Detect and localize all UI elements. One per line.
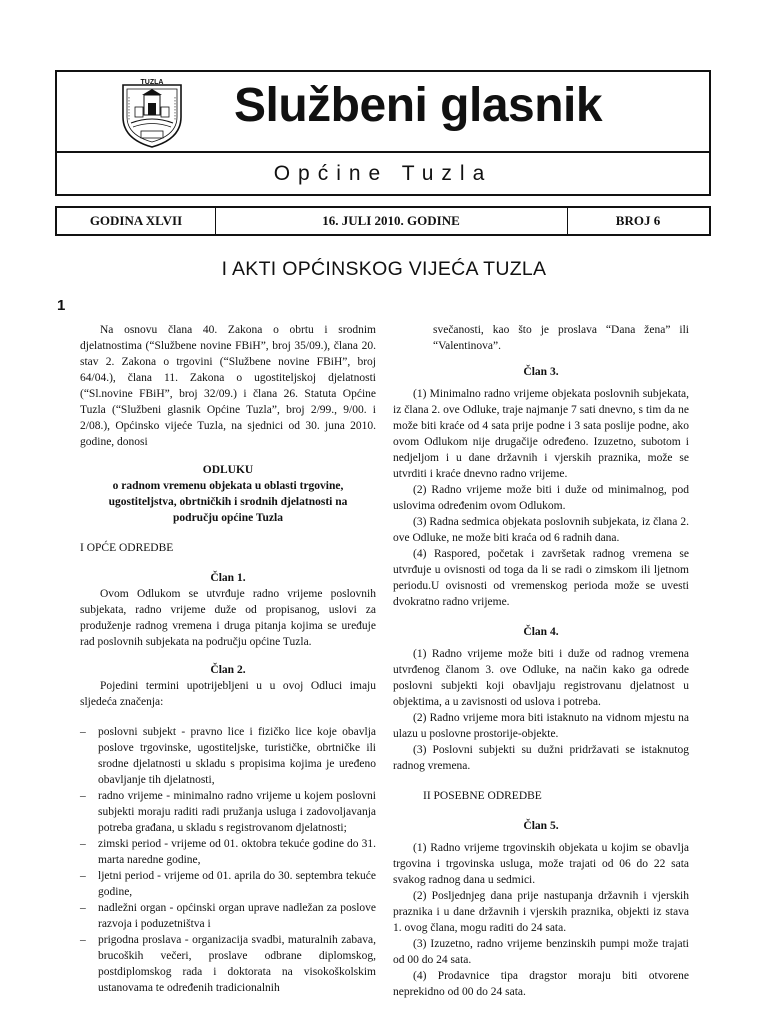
article-3-para: (3) Radna sedmica objekata poslovnih subjekata, iz člana 2. ove Odluke, ne može biti kraća od 6 radnih dana.	[393, 516, 689, 544]
tuzla-crest-icon	[117, 77, 187, 149]
article-3-para: (1) Minimalno radno vrijeme objekata poslovnih subjekata, iz člana 2. ove Odluke, traje najmanje 7 sati dnevno, s tim da ne može biti kraće od 4 sata prije podne i 3 sata poslije podne, ako ovom Odlukom nije drugačije određeno. Izuzetno, subotom i nedjeljom i u dane državnih i vjerskih praznika, može se utvrditi i kraće dnevno radno vrijeme.	[393, 388, 689, 480]
list-item: – prigodna proslava - organizacija svadbi, maturalnih zabava, brucoških večeri, proslave odbrane diplomskog, postdiplomskog rada i doktorata na visokoškolskim ustanovama te određenih tradicionalnih	[98, 932, 376, 996]
article-2-title: Član 2.	[210, 664, 246, 676]
decision-title: ODLUKU	[202, 464, 254, 476]
article-3-para: (2) Radno vrijeme može biti i duže od minimalnog, pod uslovima određenim ovom Odlukom.	[393, 484, 689, 512]
article-2-text: Pojedini termini upotrijebljeni u u ovoj Odluci imaju sljedeća značenja:	[80, 680, 376, 708]
definitions-list	[80, 724, 376, 996]
article-4-para: (1) Radno vrijeme može biti i duže od radnog vremena utvrđenog članom 3. ove Odluke, na način kako ga odrede poslovni subjekti koji obavljaju registrovanu djelatnost u objektima, a u zavisnosti od uslova i potreba.	[393, 648, 689, 708]
right-column	[393, 322, 689, 1000]
list-item: – ljetni period - vrijeme od 01. aprila do 30. septembra tekuće godine,	[98, 868, 376, 900]
section-heading: I AKTI OPĆINSKOG VIJEĆA TUZLA	[221, 258, 547, 280]
issue-number: BROJ 6	[615, 213, 661, 228]
list-item: – zimski period - vrijeme od 01. oktobra tekuće godine do 31. marta naredne godine,	[98, 836, 376, 868]
article-5-para: (3) Izuzetno, radno vrijeme benzinskih pumpi može trajati od 00 do 24 sata.	[393, 938, 689, 966]
list-item: – poslovni subjekt - pravno lice i fizičko lice koje obavlja poslove trgovinske, ugostiteljske, turističke, obrtničke ili srodne djelatnosti u skladu s propisima kojima je uređeno obavljanje tih djelatnosti,	[98, 724, 376, 788]
article-1-text: Ovom Odlukom se utvrđuje radno vrijeme poslovnih subjekata, radno vrijeme duže od propisanog, uslovi za produženje radnog vremena i druga pitanja kojima se uređuje rad poslovnih subjekata na području općine Tuzla.	[80, 588, 376, 648]
definition-continuation: svečanosti, kao što je proslava “Dana žena” ili “Valentinova”.	[433, 324, 689, 352]
article-5-para: (2) Posljednjeg dana prije nastupanja državnih i vjerskih praznika i u dane državnih i vjerskih praznika, objekti iz stava 1. ovog člana, mogu raditi do 24 sata.	[393, 890, 689, 934]
intro-paragraph: Na osnovu člana 40. Zakona o obrtu i srodnim djelatnostima (“Službene novine FBiH”, broj 35/09.), člana 20. stav 2. Zakona o trgovini (“Službene novine FBiH”, broj 64/04.), člana 11. Zakona o ugostiteljskoj djelatnosti (“Sl.novine FBiH”, broj 32/09.) i člana 26. Statuta Općine Tuzla (“Službeni glasnik Općine Tuzla”, broj 2/99., 9/00. i 2/08.), Općinsko vijeće Tuzla, na sjednici od 30. juna 2010. godine, donosi	[80, 324, 376, 448]
article-4-title: Član 4.	[523, 626, 559, 638]
gazette-subtitle: Općine Tuzla	[273, 162, 493, 185]
masthead	[55, 70, 711, 196]
article-5-para: (1) Radno vrijeme trgovinskih objekata u kojim se obavlja trgovina i trgovinska usluga, može trajati od 06 do 22 sata svakog radnog dana u sedmici.	[393, 842, 689, 886]
article-4-para: (2) Radno vrijeme mora biti istaknuto na vidnom mjestu na ulazu u poslovne prostorije-objekte.	[393, 712, 689, 740]
article-1-title: Član 1.	[210, 572, 246, 584]
section-general-provisions: I OPĆE ODREDBE	[80, 542, 174, 554]
list-item: – radno vrijeme - minimalno radno vrijeme u kojem poslovni subjekti moraju raditi radi pružanja usluga i zadovoljavanja potreba građana, u skladu s registrovanom djelatnosti;	[98, 788, 376, 836]
issue-year: GODINA XLVII	[89, 213, 183, 228]
list-item: – nadležni organ - općinski organ uprave nadležan za poslove razvoja i poduzetništva i	[98, 900, 376, 932]
article-3-title: Član 3.	[523, 366, 559, 378]
article-5-title: Član 5.	[523, 820, 559, 832]
issue-date: 16. JULI 2010. GODINE	[322, 213, 460, 228]
crest-text: TUZLA	[140, 79, 164, 86]
document-number: 1	[57, 297, 66, 314]
issue-info-bar	[55, 206, 711, 236]
article-3-para: (4) Raspored, početak i završetak radnog vremena se utvrđuje u ovisnosti od toga da li se radi o zimskom ili ljetnom periodu.U ovisnosti od vremenskog perioda može se uvesti dvokratno radno vrijeme.	[393, 548, 689, 608]
section-special-provisions: II POSEBNE ODREDBE	[423, 790, 542, 802]
masthead-divider	[57, 151, 709, 153]
left-column	[80, 322, 376, 996]
article-5-para: (4) Prodavnice tipa dragstor moraju biti otvorene neprekidno od 00 do 24 sata.	[393, 970, 689, 998]
gazette-title: Službeni glasnik	[234, 79, 603, 132]
article-4-para: (3) Poslovni subjekti su dužni pridržavati se istaknutog radnog vremena.	[393, 744, 689, 772]
decision-subtitle: o radnom vremenu objekata u oblasti trgovine, ugostiteljstva, obrtničkih i srodnih djelatnosti na području općine Tuzla	[108, 480, 348, 524]
